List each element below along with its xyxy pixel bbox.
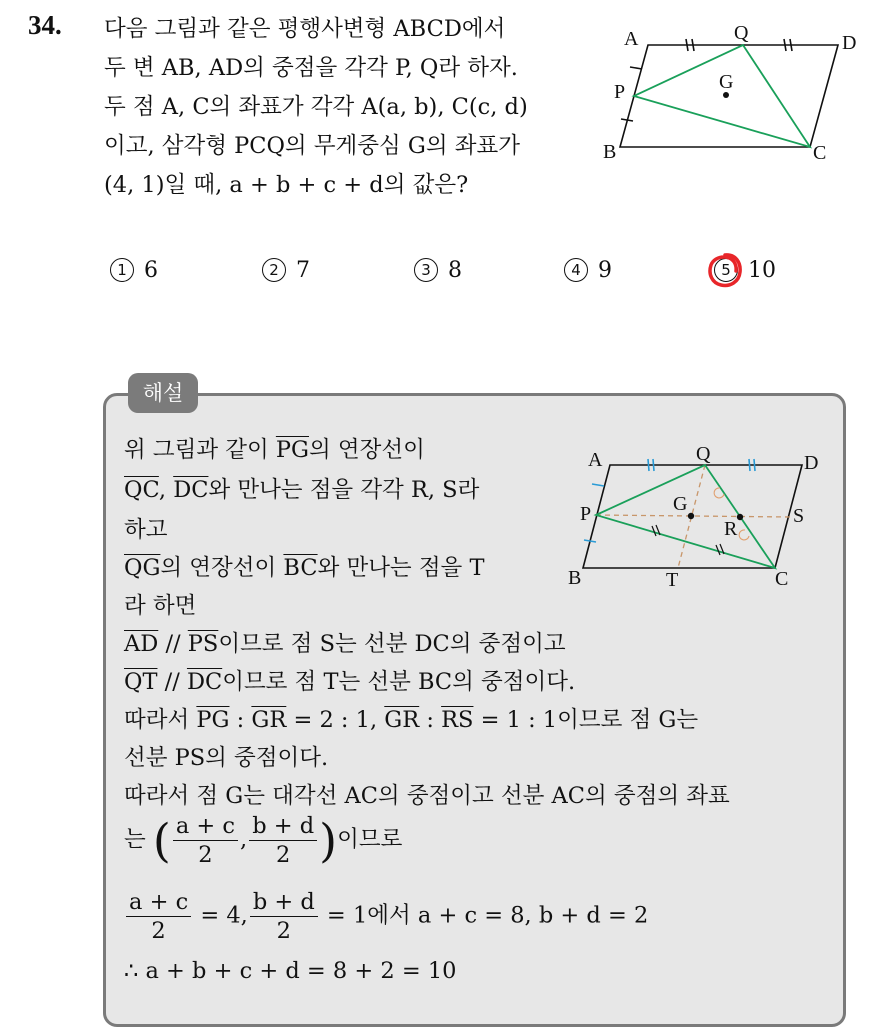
solution-line-12 [124, 888, 648, 945]
sol-label-g: G [673, 493, 688, 515]
solution-line-4 [124, 550, 484, 582]
parallel-symbol: // [158, 631, 188, 657]
text: 와 만나는 점을 각각 R, S라 [208, 477, 480, 503]
segment-gr: $\overline{GR}$ [384, 707, 420, 733]
fraction-a-plus-c [173, 812, 238, 869]
segment-ad: $\overline{AD}$ [124, 631, 159, 657]
sol-label-p: P [580, 503, 592, 525]
choice-mark-3: 3 [414, 258, 438, 282]
solution-line-10: 따라서 점 G는 대각선 AC의 중점이고 선분 AC의 중점의 좌표 [124, 783, 730, 809]
solution-line-9: 선분 PS의 중점이다. [124, 745, 329, 771]
text: = 4, [193, 902, 248, 929]
solution-tag: 해설 [128, 373, 198, 413]
text: = 1 : 1이므로 점 G는 [473, 707, 699, 733]
segment-qt: $\overline{QT}$ [124, 669, 158, 695]
choice-value-1: 6 [144, 258, 158, 283]
sol-label-d: D [804, 452, 819, 474]
choice-5[interactable] [714, 258, 776, 283]
text: 의 연장선이 [309, 437, 425, 463]
question-line-2: 두 변 AB, AD의 중점을 각각 P, Q라 하자. [104, 55, 518, 81]
text: : [419, 707, 442, 733]
text: 이므로 점 S는 선분 DC의 중점이고 [218, 631, 566, 657]
question-line-4: 이고, 삼각형 PCQ의 무게중심 G의 좌표가 [104, 133, 520, 159]
solution-line-13: ∴ a + b + c + d = 8 + 2 = 10 [124, 958, 457, 984]
parallelogram-figure [600, 15, 870, 170]
selected-answer-mark-icon [706, 251, 744, 289]
right-paren: ) [319, 813, 338, 868]
sol-label-s: S [793, 505, 805, 527]
solution-line-8 [124, 702, 698, 734]
parallel-symbol: // [157, 669, 187, 695]
text: 이므로 [337, 826, 403, 853]
segment-ps: $\overline{PS}$ [187, 631, 219, 657]
text: 는 [124, 826, 146, 853]
choice-3[interactable] [414, 258, 462, 283]
fraction-b-plus-d [250, 888, 318, 945]
label-q: Q [734, 22, 749, 44]
text: = 2 : 1, [286, 707, 385, 733]
question-text [104, 10, 604, 205]
sol-label-t: T [666, 569, 679, 590]
text: 와 만나는 점을 T [317, 555, 485, 581]
segment-bc: $\overline{BC}$ [283, 555, 318, 581]
choice-4[interactable] [564, 258, 612, 283]
red-circle-stroke [710, 255, 740, 286]
sol-label-a: A [588, 449, 603, 471]
segment-pg: $\overline{PG}$ [196, 707, 230, 733]
label-b: B [603, 141, 617, 163]
question-line-1: 다음 그림과 같은 평행사변형 ABCD에서 [104, 16, 506, 42]
choice-1[interactable] [110, 258, 158, 283]
frac-num: a + c [126, 888, 191, 917]
parallelogram-shape [620, 45, 838, 147]
text: 이므로 점 T는 선분 BC의 중점이다. [222, 669, 576, 695]
segment-gr: $\overline{GR}$ [251, 707, 287, 733]
frac-den: 2 [276, 842, 291, 868]
solution-line-1 [124, 432, 425, 464]
frac-den: 2 [276, 918, 291, 944]
segment-pg: $\overline{PG}$ [275, 437, 309, 463]
label-d: D [842, 32, 857, 54]
text: 의 연장선이 [160, 555, 284, 581]
fraction-a-plus-c [126, 888, 191, 945]
solution-point-r [737, 514, 743, 520]
frac-num: b + d [250, 888, 318, 917]
solution-line-7 [124, 664, 575, 696]
label-g: G [719, 71, 734, 93]
choice-mark-5: 5 [714, 258, 738, 282]
angle-mark-2 [739, 530, 749, 540]
frac-den: 2 [151, 918, 166, 944]
comma: , [240, 826, 248, 853]
solution-line-11 [124, 812, 402, 869]
choice-value-5: 10 [748, 258, 776, 283]
label-p: P [614, 81, 626, 103]
text: 위 그림과 같이 [124, 437, 276, 463]
frac-den: 2 [198, 842, 213, 868]
segment-qg: $\overline{QG}$ [124, 555, 161, 581]
answer-choices [110, 258, 870, 292]
solution-line-5: 라 하면 [124, 593, 197, 619]
segment-rs: $\overline{RS}$ [441, 707, 474, 733]
question-number: 34. [28, 10, 62, 40]
choice-mark-4: 4 [564, 258, 588, 282]
choice-mark-2: 2 [262, 258, 286, 282]
choice-2[interactable] [262, 258, 310, 283]
choice-value-2: 7 [296, 258, 310, 283]
solution-figure [560, 440, 840, 590]
solution-triangle-pcq [596, 465, 775, 568]
sol-label-b: B [568, 567, 582, 589]
solution-line-6 [124, 626, 566, 658]
fraction-b-plus-d [249, 812, 317, 869]
frac-num: a + c [173, 812, 238, 841]
solution-line-3: 하고 [124, 517, 168, 543]
left-paren: ( [152, 813, 171, 868]
segment-dc: $\overline{DC}$ [173, 477, 209, 503]
choice-value-3: 8 [448, 258, 462, 283]
label-c: C [813, 142, 827, 164]
segment-dc: $\overline{DC}$ [186, 669, 223, 695]
solution-point-g [688, 513, 694, 519]
text: 따라서 [124, 707, 197, 733]
text: = 1에서 a + c = 8, b + d = 2 [319, 902, 649, 929]
choice-value-4: 9 [598, 258, 612, 283]
sol-label-q: Q [696, 443, 711, 465]
choice-mark-1: 1 [110, 258, 134, 282]
solution-line-2 [124, 472, 479, 504]
sol-label-c: C [775, 568, 789, 590]
frac-num: b + d [249, 812, 317, 841]
segment-qc: $\overline{QC}$ [124, 477, 159, 503]
label-a: A [624, 28, 639, 50]
triangle-pcq [634, 45, 810, 147]
question-line-5: (4, 1)일 때, a + b + c + d의 값은? [104, 172, 469, 198]
text: : [229, 707, 252, 733]
text: , [158, 477, 174, 503]
question-line-3: 두 점 A, C의 좌표가 각각 A(a, b), C(c, d) [104, 94, 528, 120]
sol-label-r: R [724, 518, 738, 540]
